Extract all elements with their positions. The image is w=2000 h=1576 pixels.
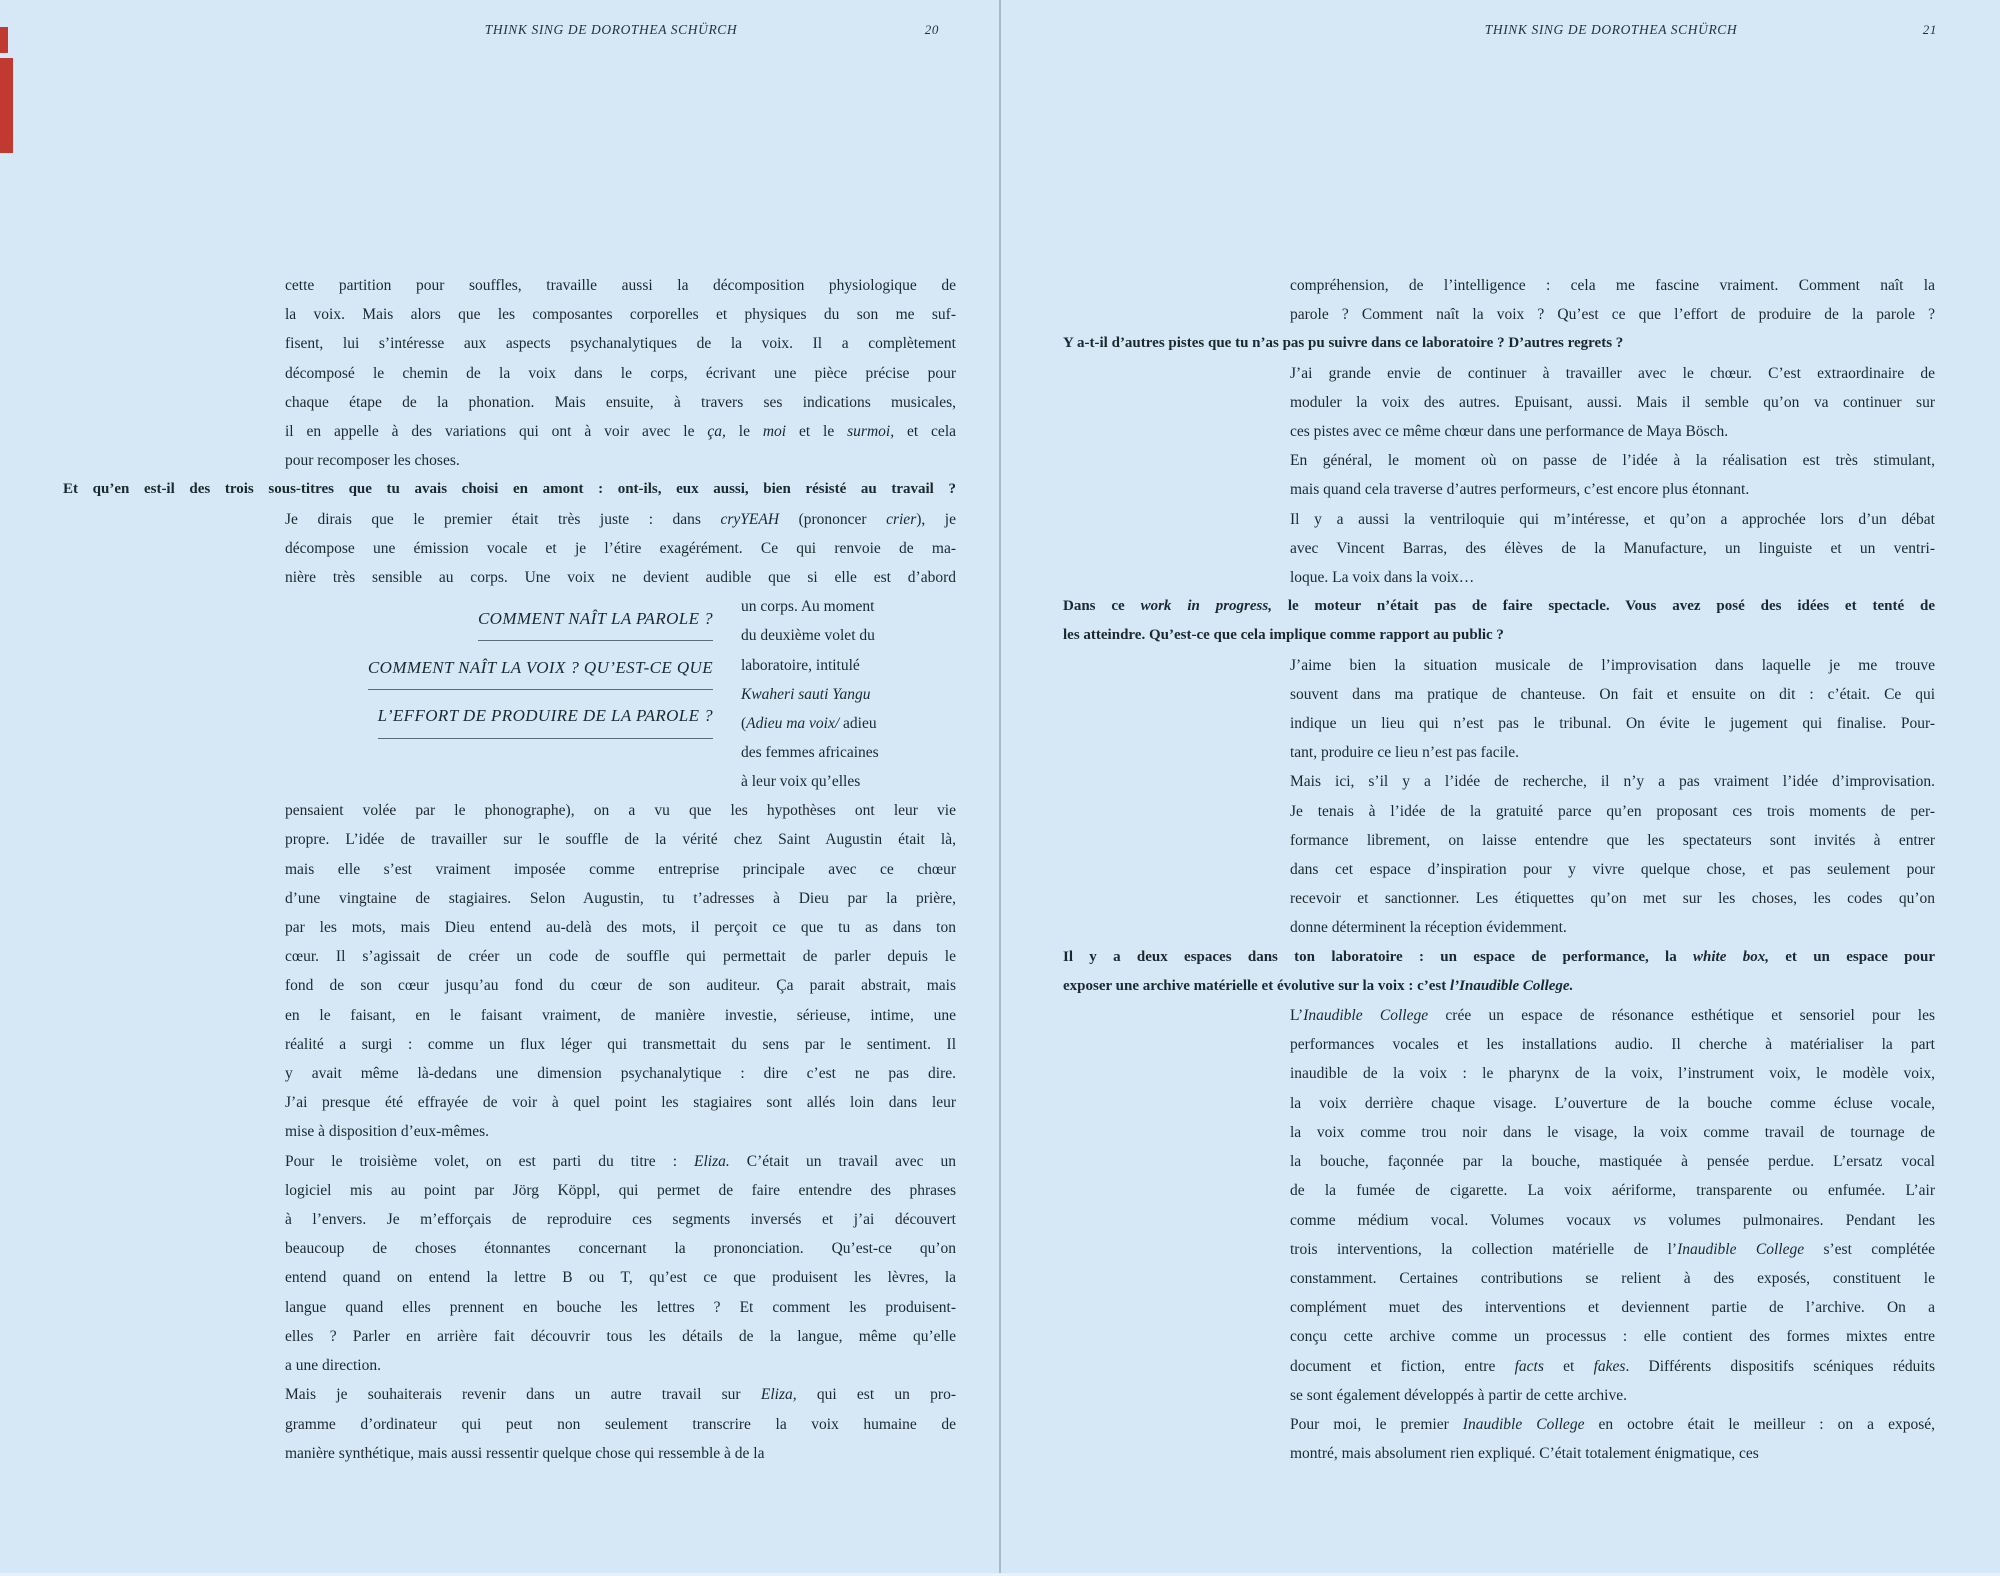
text-line: conçu cette archive comme un processus : elle contient des formes mixtes entre: [1290, 1328, 1935, 1346]
text-line: Mais je souhaiterais revenir dans un autre travail sur Eliza, qui est un pro-: [285, 1386, 956, 1404]
text-line: cœur. Il s’agissait de créer un code de souffle qui permettait de parler depuis le: [285, 948, 956, 966]
interview-answer: [1290, 271, 1935, 329]
text-line: mais elle s’est vraiment imposée comme entreprise principale avec ce chœur: [285, 860, 956, 878]
text-line: (Adieu ma voix/ adieu: [741, 715, 877, 733]
text-line: entend quand on entend la lettre B ou T, qu’est ce que produisent les lèvres, la: [285, 1269, 956, 1287]
text-line: inaudible de la voix : le pharynx de la voix, l’instrument voix, le modèle voix,: [1290, 1065, 1935, 1083]
text-line: souvent dans ma pratique de chanteuse. On fait et ensuite on dit : c’était. Ce qui: [1290, 685, 1935, 703]
text-line: Il y a aussi la ventriloquie qui m’intéresse, et qu’on a approchée lors d’un débat: [1290, 510, 1935, 528]
text-line: des femmes africaines: [741, 744, 879, 762]
text-line: chaque étape de la phonation. Mais ensuite, à travers ses indications musicales,: [285, 393, 956, 411]
page-body: [1063, 271, 1935, 1468]
interview-answer: [285, 271, 956, 475]
wrapped-text-column: [741, 592, 956, 796]
text-line: J’ai presque été effrayée de voir à quel point les stagiaires sont allés loin dans leur: [285, 1094, 956, 1112]
text-line: en le faisant, en le faisant vraiment, de manière investie, sérieuse, intime, une: [285, 1006, 956, 1024]
interview-question: [1063, 592, 1935, 650]
pull-quote-line: COMMENT NAÎT LA VOIX ? QU’EST-CE QUE: [285, 653, 713, 702]
text-line: donne déterminent la réception évidemment.: [1290, 919, 1567, 937]
page-edge-mark: [0, 27, 8, 53]
pull-quote: [285, 592, 741, 796]
text-line: J’aime bien la situation musicale de l’improvisation dans laquelle je me trouve: [1290, 656, 1935, 674]
text-line: par les mots, mais Dieu entend au-delà des mots, il perçoit ce que tu as dans ton: [285, 919, 956, 937]
text-line: parole ? Comment naît la voix ? Qu’est ce que l’effort de produire de la parole ?: [1290, 306, 1935, 324]
text-line: la bouche, façonnée par la bouche, mastiquée à pensée perdue. L’ersatz vocal: [1290, 1153, 1935, 1171]
text-line: exposer une archive matérielle et évolutive sur la voix : c’est l’Inaudible College.: [1063, 977, 1574, 994]
running-head-title: THINK SING DE DOROTHEA SCHÜRCH: [484, 22, 738, 37]
interview-answer: [285, 1147, 956, 1381]
text-line: Dans ce work in progress, le moteur n’était pas de faire spectacle. Vous avez posé des idées et tenté de: [1063, 598, 1935, 615]
interview-question: [63, 475, 956, 504]
text-line: à leur voix qu’elles: [741, 773, 861, 791]
text-line: de la fumée de cigarette. La voix aériforme, transparente ou enfumée. L’air: [1290, 1182, 1935, 1200]
text-line: la voix derrière chaque visage. L’ouverture de la bouche comme écluse vocale,: [1290, 1094, 1935, 1112]
running-head-title: THINK SING DE DOROTHEA SCHÜRCH: [1484, 22, 1738, 37]
text-line: Pour moi, le premier Inaudible College en octobre était le meilleur : on a exposé,: [1290, 1415, 1935, 1433]
text-line: la voix. Mais alors que les composantes corporelles et physiques du son me suf-: [285, 306, 956, 324]
interview-answer: [1290, 651, 1935, 943]
text-line: propre. L’idée de travailler sur le souffle de la vérité chez Saint Augustin était là,: [285, 831, 956, 849]
text-line: réalité a surgi : comme un flux léger qui transmettait du sens par le sentiment. Il: [285, 1035, 956, 1053]
text-line: décompose une émission vocale et je l’étire exagérément. Ce qui renvoie de ma-: [285, 539, 956, 557]
text-line: dans cet espace d’inspiration pour y vivre quelque chose, et pas seulement pour: [1290, 861, 1935, 879]
text-line: Pour le troisième volet, on est parti du titre : Eliza. C’était un travail avec un: [285, 1152, 956, 1170]
interview-answer: [285, 505, 956, 593]
text-line: Mais ici, s’il y a l’idée de recherche, il n’y a pas vraiment l’idée d’improvisation.: [1290, 773, 1935, 791]
pull-quote-wrap: [285, 592, 956, 796]
text-line: document et fiction, entre facts et fakes. Différents dispositifs scéniques réduits: [1290, 1357, 1936, 1375]
text-line: mais quand cela traverse d’autres performeurs, c’est encore plus étonnant.: [1290, 481, 1750, 499]
interview-answer: [285, 1380, 956, 1468]
text-line: trois interventions, la collection matérielle de l’Inaudible College s’est complétée: [1290, 1240, 1935, 1258]
text-line: pensaient volée par le phonographe), on a vu que les hypothèses ont leur vie: [285, 802, 956, 820]
text-line: recevoir et sanctionner. Les étiquettes qu’on met sur les choses, les codes qu’on: [1290, 890, 1935, 908]
interview-answer: [1290, 1001, 1935, 1410]
text-line: tant, produire ce lieu n’est pas facile.: [1290, 744, 1519, 762]
text-line: indique un lieu qui n’est pas le tribunal. On évite le jugement qui finalise. Pour-: [1290, 715, 1935, 733]
text-line: cette partition pour souffles, travaille aussi la décomposition physiologique de: [285, 277, 956, 294]
page-number: 20: [924, 22, 939, 37]
page-right: [1000, 0, 2000, 1576]
text-line: elles ? Parler en arrière fait découvrir tous les détails de la langue, même qu’elle: [285, 1327, 956, 1345]
text-line: les atteindre. Qu’est-ce que cela implique comme rapport au public ?: [1063, 627, 1504, 644]
pull-quote-line: COMMENT NAÎT LA PAROLE ?: [285, 604, 713, 653]
text-line: performances vocales et les installations audio. Il cherche à matérialiser la part: [1290, 1036, 1935, 1054]
text-line: comme médium vocal. Volumes vocaux vs volumes pulmonaires. Pendant les: [1290, 1211, 1935, 1229]
page-edge-mark: [0, 58, 13, 153]
text-line: constamment. Certaines contributions se relient à des exposés, constituent le: [1290, 1269, 1935, 1287]
text-line: complément muet des interventions et deviennent partie de l’archive. On a: [1290, 1299, 1935, 1317]
text-line: moduler la voix des autres. Epuisant, aussi. Mais il semble qu’on va continuer sur: [1290, 393, 1935, 411]
text-line: fisent, lui s’intéresse aux aspects psychanalytiques de la voix. Il a complètement: [285, 335, 956, 353]
text-line: fond de son cœur jusqu’au fond du cœur de son auditeur. Ça parait abstrait, mais: [285, 977, 956, 995]
page-body: [63, 271, 956, 1468]
text-line: beaucoup de choses étonnantes concernant la prononciation. Qu’est-ce qu’on: [285, 1240, 956, 1258]
text-line: à l’envers. Je m’efforçais de reproduire ces segments inversés et j’ai découvert: [285, 1211, 956, 1229]
interview-answer: [1290, 359, 1935, 593]
text-line: a une direction.: [285, 1357, 381, 1375]
text-line: avec Vincent Barras, des élèves de la Manufacture, un linguiste et un ventri-: [1290, 539, 1935, 557]
text-line: Je tenais à l’idée de la gratuité parce qu’en proposant ces trois moments de per-: [1290, 802, 1935, 820]
text-line: J’ai grande envie de continuer à travailler avec le chœur. C’est extraordinaire de: [1290, 364, 1935, 382]
text-line: Je dirais que le premier était très juste : dans cryYEAH (prononcer crier), je: [285, 510, 956, 528]
text-line: En général, le moment où on passe de l’idée à la réalisation est très stimulant,: [1290, 452, 1935, 470]
text-line: se sont également développés à partir de cette archive.: [1290, 1386, 1627, 1404]
text-line: gramme d’ordinateur qui peut non seulement transcrire la voix humaine de: [285, 1415, 956, 1433]
text-line: Kwaheri sauti Yangu: [741, 685, 871, 703]
text-line: un corps. Au moment: [741, 598, 875, 616]
text-line: Et qu’en est-il des trois sous-titres que tu avais choisi en amont : ont-ils, eux aussi, bien résisté au travail ?: [63, 481, 956, 498]
text-line: loque. La voix dans la voix…: [1290, 569, 1475, 587]
text-line: montré, mais absolument rien expliqué. C’était totalement énigmatique, ces: [1290, 1445, 1759, 1463]
text-line: laboratoire, intitulé: [741, 656, 860, 674]
text-line: mise à disposition d’eux-mêmes.: [285, 1123, 490, 1141]
page-number: 21: [1922, 22, 1937, 37]
interview-answer: [1290, 1410, 1935, 1468]
text-line: formance librement, on laisse entendre que les spectateurs sont invités à entrer: [1290, 831, 1935, 849]
text-line: y avait même là-dedans une dimension psychanalytique : dire c’est ne pas dire.: [285, 1065, 956, 1083]
text-line: Y a-t-il d’autres pistes que tu n’as pas pu suivre dans ce laboratoire ? D’autres regrets ?: [1063, 335, 1624, 352]
text-line: d’une vingtaine de stagiaires. Selon Augustin, tu t’adresses à Dieu par la prière,: [285, 889, 956, 907]
text-line: manière synthétique, mais aussi ressentir quelque chose qui ressemble à de la: [285, 1444, 765, 1462]
text-line: langue quand elles prennent en bouche les lettres ? Et comment les produisent-: [285, 1298, 956, 1316]
page-gutter-divider: [999, 0, 1001, 1576]
text-line: L’Inaudible College crée un espace de résonance esthétique et sensoriel pour les: [1290, 1007, 1935, 1025]
running-head: [1000, 22, 2000, 46]
text-line: Il y a deux espaces dans ton laboratoire : un espace de performance, la white box, et un espace pour: [1063, 948, 1935, 965]
text-line: décomposé le chemin de la voix dans le corps, écrivant une pièce précise pour: [285, 364, 956, 382]
running-head: [0, 22, 1000, 46]
interview-question: [1063, 329, 1935, 358]
interview-question: [1063, 943, 1935, 1001]
pull-quote-line: L’EFFORT DE PRODUIRE DE LA PAROLE ?: [285, 701, 713, 750]
text-line: il en appelle à des variations qui ont à voir avec le ça, le moi et le surmoi, et cela: [285, 423, 957, 441]
text-line: compréhension, de l’intelligence : cela me fascine vraiment. Comment naît la: [1290, 277, 1935, 294]
text-line: nière très sensible au corps. Une voix ne devient audible que si elle est d’abord: [285, 569, 956, 587]
text-line: du deuxième volet du: [741, 627, 875, 645]
interview-answer: [285, 796, 956, 1146]
text-line: la voix comme trou noir dans le visage, la voix comme travail de tournage de: [1290, 1123, 1935, 1141]
text-line: logiciel mis au point par Jörg Köppl, qui permet de faire entendre des phrases: [285, 1181, 956, 1199]
text-line: pour recomposer les choses.: [285, 452, 460, 470]
text-line: ces pistes avec ce même chœur dans une performance de Maya Bösch.: [1290, 423, 1729, 441]
